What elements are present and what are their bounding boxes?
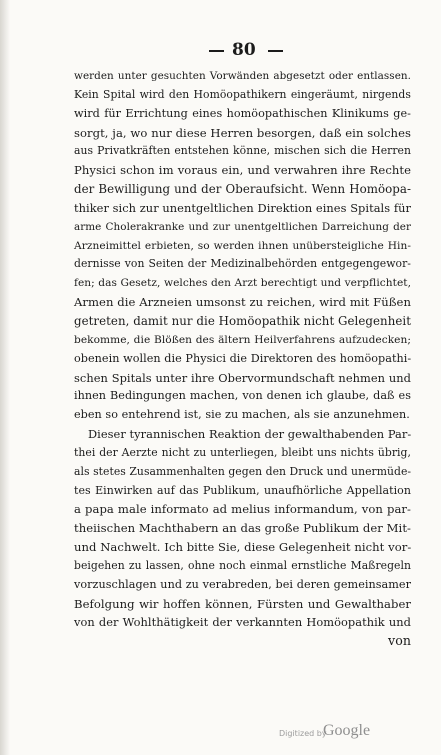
text-line: sorgt, ja, wo nur diese Herren besorgen, daß ein solches xyxy=(74,125,411,140)
text-line: thiker sich zur unentgeltlichen Direktion eines Spitals für xyxy=(74,200,411,215)
page-edge-shadow xyxy=(0,0,10,755)
text-line: a papa male informato ad melius informandum, von par- xyxy=(74,502,411,517)
catchword: von xyxy=(388,633,411,649)
paragraph-end-line: eben so entehrend ist, sie zu machen, als sie anzunehmen. xyxy=(74,408,410,422)
text-line: fen; das Gesetz, welches den Arzt berechtigt und verpflichtet, xyxy=(74,277,411,290)
text-line: theiischen Machthabern an das große Publikum der Mit- xyxy=(74,521,411,536)
text-line: ihnen Bedingungen machen, von denen ich glaube, daß es xyxy=(74,389,411,403)
text-line: Kein Spital wird den Homöopathikern eingeräumt, nirgends xyxy=(74,87,411,101)
text-line: von der Wohlthätigkeit der verkannten Homöopathik und xyxy=(74,615,411,630)
page-number: 80 xyxy=(232,40,256,60)
text-line: aus Privatkräften entstehen könne, mischen sich die Herren xyxy=(74,144,411,158)
body-text xyxy=(74,67,411,651)
text-line: Arzneimittel erbieten, so werden ihnen unübersteigliche Hin- xyxy=(74,239,411,252)
digitization-watermark xyxy=(0,722,441,742)
text-line: vorzuschlagen und zu verabreden, bei deren gemeinsamer xyxy=(74,577,411,591)
text-line: dernisse von Seiten der Medizinalbehörden entgegengewor- xyxy=(74,257,411,271)
text-line: der Bewilligung und der Oberaufsicht. Wenn Homöopa- xyxy=(74,182,411,197)
text-line: getreten, damit nur die Homöopathik nicht Gelegenheit xyxy=(74,313,411,328)
paragraph-start-line: Dieser tyrannischen Reaktion der gewalthabenden Par- xyxy=(88,427,412,442)
text-line: thei der Aerzte nicht zu unterliegen, bleibt uns nichts übrig, xyxy=(74,445,411,459)
header-dash-left xyxy=(209,50,224,52)
digitized-by-label: Digitized by xyxy=(279,729,327,738)
text-line: Armen die Arzneien umsonst zu reichen, wird mit Füßen xyxy=(74,295,411,310)
text-line: Physici schon im voraus ein, und verwahren ihre Rechte xyxy=(74,163,411,178)
text-line: wird für Errichtung eines homöopathischen Klinikums ge- xyxy=(74,106,411,120)
text-line: beigehen zu lassen, ohne noch einmal ernstliche Maßregeln xyxy=(74,558,411,572)
page-header xyxy=(0,40,441,60)
text-line: arme Cholerakranke und zur unentgeltlichen Darreichung der xyxy=(74,220,411,233)
text-line: Befolgung wir hoffen können, Fürsten und Gewalthaber xyxy=(74,596,411,611)
text-line: tes Einwirken auf das Publikum, unaufhörliche Appellation xyxy=(74,483,411,497)
text-line: und Nachwelt. Ich bitte Sie, diese Gelegenheit nicht vor- xyxy=(74,540,412,555)
text-line: bekomme, die Blößen des ältern Heilverfahrens aufzudecken; xyxy=(74,333,411,346)
header-dash-right xyxy=(268,50,283,52)
text-line: obenein wollen die Physici die Direktoren des homöopathi- xyxy=(74,351,412,365)
google-logo: Google xyxy=(323,722,371,739)
text-line: als stetes Zusammenhalten gegen den Druck und unermüde- xyxy=(74,464,412,478)
text-line: schen Spitals unter ihre Obervormundschaft nehmen und xyxy=(74,370,411,385)
text-line: werden unter gesuchten Vorwänden abgesetzt oder entlassen. xyxy=(74,70,411,82)
